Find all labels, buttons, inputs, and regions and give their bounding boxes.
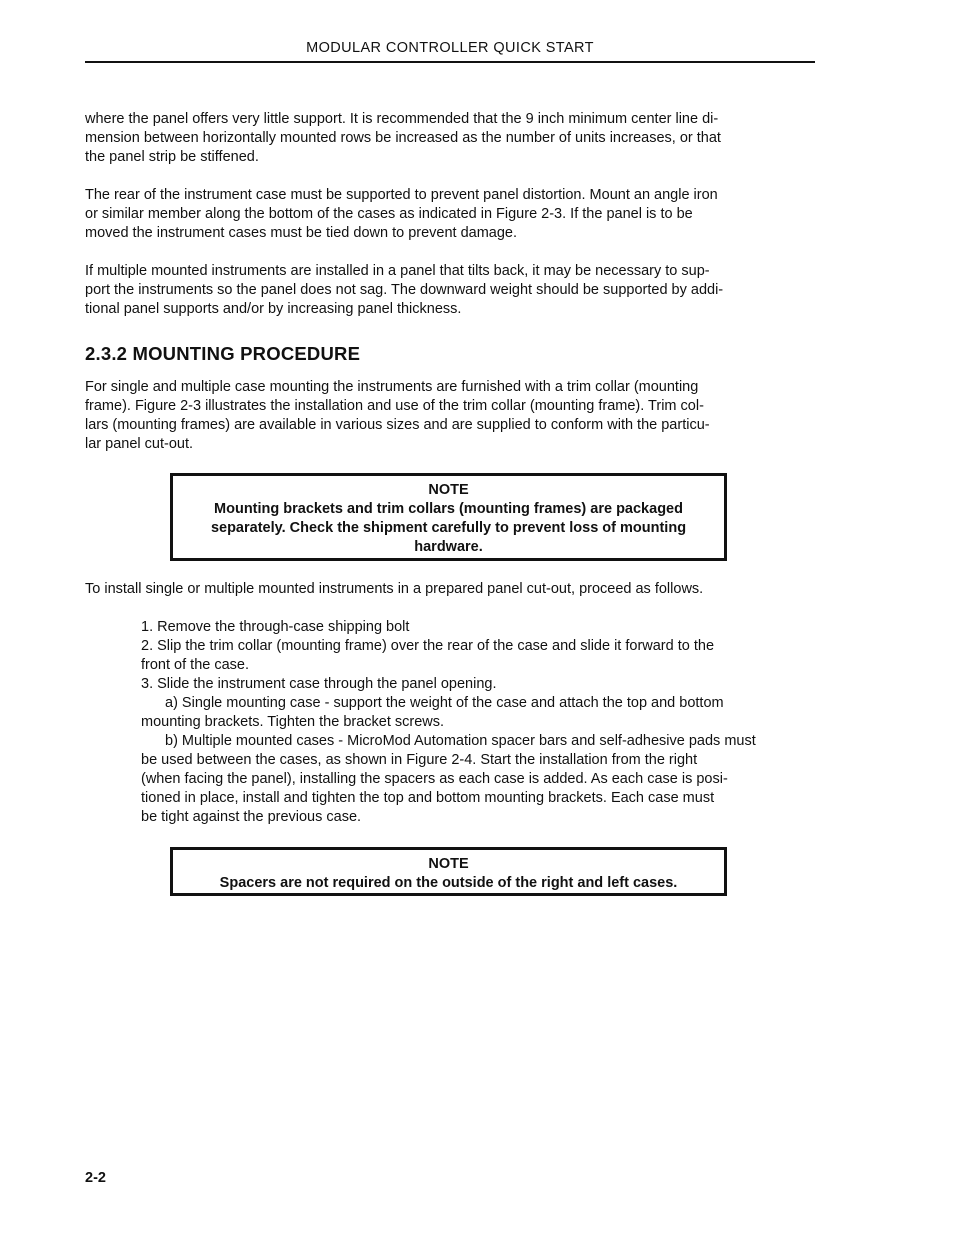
paragraph-install-intro (85, 580, 820, 599)
page-number: 2-2 (85, 1170, 106, 1186)
step-line: be tight against the previous case. (141, 809, 362, 825)
paragraph-panel-support (85, 110, 820, 167)
text-line: For single and multiple case mounting the instruments are furnished with a trim collar (mounting (85, 379, 699, 395)
text-line: mension between horizontally mounted rows be increased as the number of units increases, or that (85, 130, 721, 146)
step-line: 3. Slide the instrument case through the panel opening. (141, 676, 497, 692)
note-line: separately. Check the shipment carefully to prevent loss of mounting (210, 520, 687, 536)
text-line: tional panel supports and/or by increasing panel thickness. (85, 301, 462, 317)
note-box-brackets (170, 473, 727, 561)
note-title: NOTE (428, 856, 469, 872)
note-line: Mounting brackets and trim collars (mounting frames) are packaged (214, 501, 683, 517)
text-line: moved the instrument cases must be tied down to prevent damage. (85, 225, 518, 241)
note-box-spacers (170, 847, 727, 896)
paragraph-trim-collar (85, 378, 820, 454)
text-line: port the instruments so the panel does not sag. The downward weight should be supported by addi- (85, 282, 724, 298)
text-line: the panel strip be stiffened. (85, 149, 259, 165)
procedure-steps (141, 618, 841, 827)
header-divider (85, 61, 815, 63)
substep-line: a) Single mounting case - support the weight of the case and attach the top and bottom (165, 695, 724, 711)
text-line: where the panel offers very little support. It is recommended that the 9 inch minimum center line di- (85, 111, 719, 127)
substep-line: b) Multiple mounted cases - MicroMod Automation spacer bars and self-adhesive pads must (165, 733, 756, 749)
step-line: 1. Remove the through-case shipping bolt (141, 619, 410, 635)
text-line: lars (mounting frames) are available in various sizes and are supplied to conform with the particu- (85, 417, 710, 433)
text-line: The rear of the instrument case must be supported to prevent panel distortion. Mount an angle iron (85, 187, 718, 203)
note-title: NOTE (428, 482, 469, 498)
text-line: To install single or multiple mounted instruments in a prepared panel cut-out, proceed as follows. (85, 581, 704, 597)
step-line: front of the case. (141, 657, 250, 673)
paragraph-rear-support (85, 186, 820, 243)
text-line: frame). Figure 2-3 illustrates the installation and use of the trim collar (mounting frame). Trim col- (85, 398, 704, 414)
step-line: mounting brackets. Tighten the bracket screws. (141, 714, 445, 730)
paragraph-tilted-panel (85, 262, 820, 319)
step-line: be used between the cases, as shown in Figure 2-4. Start the installation from the right (141, 752, 698, 768)
section-heading: 2.3.2 MOUNTING PROCEDURE (85, 343, 361, 364)
step-line: (when facing the panel), installing the spacers as each case is added. As each case is posi- (141, 771, 728, 787)
running-header: MODULAR CONTROLLER QUICK START (306, 40, 594, 56)
text-line: If multiple mounted instruments are installed in a panel that tilts back, it may be necessary to sup- (85, 263, 710, 279)
note-line: hardware. (414, 539, 483, 555)
text-line: or similar member along the bottom of the cases as indicated in Figure 2-3. If the panel is to be (85, 206, 693, 222)
note-line: Spacers are not required on the outside of the right and left cases. (219, 875, 678, 891)
text-line: lar panel cut-out. (85, 436, 194, 452)
step-line: tioned in place, install and tighten the top and bottom mounting brackets. Each case must (141, 790, 715, 806)
step-line: 2. Slip the trim collar (mounting frame) over the rear of the case and slide it forward to the (141, 638, 715, 654)
